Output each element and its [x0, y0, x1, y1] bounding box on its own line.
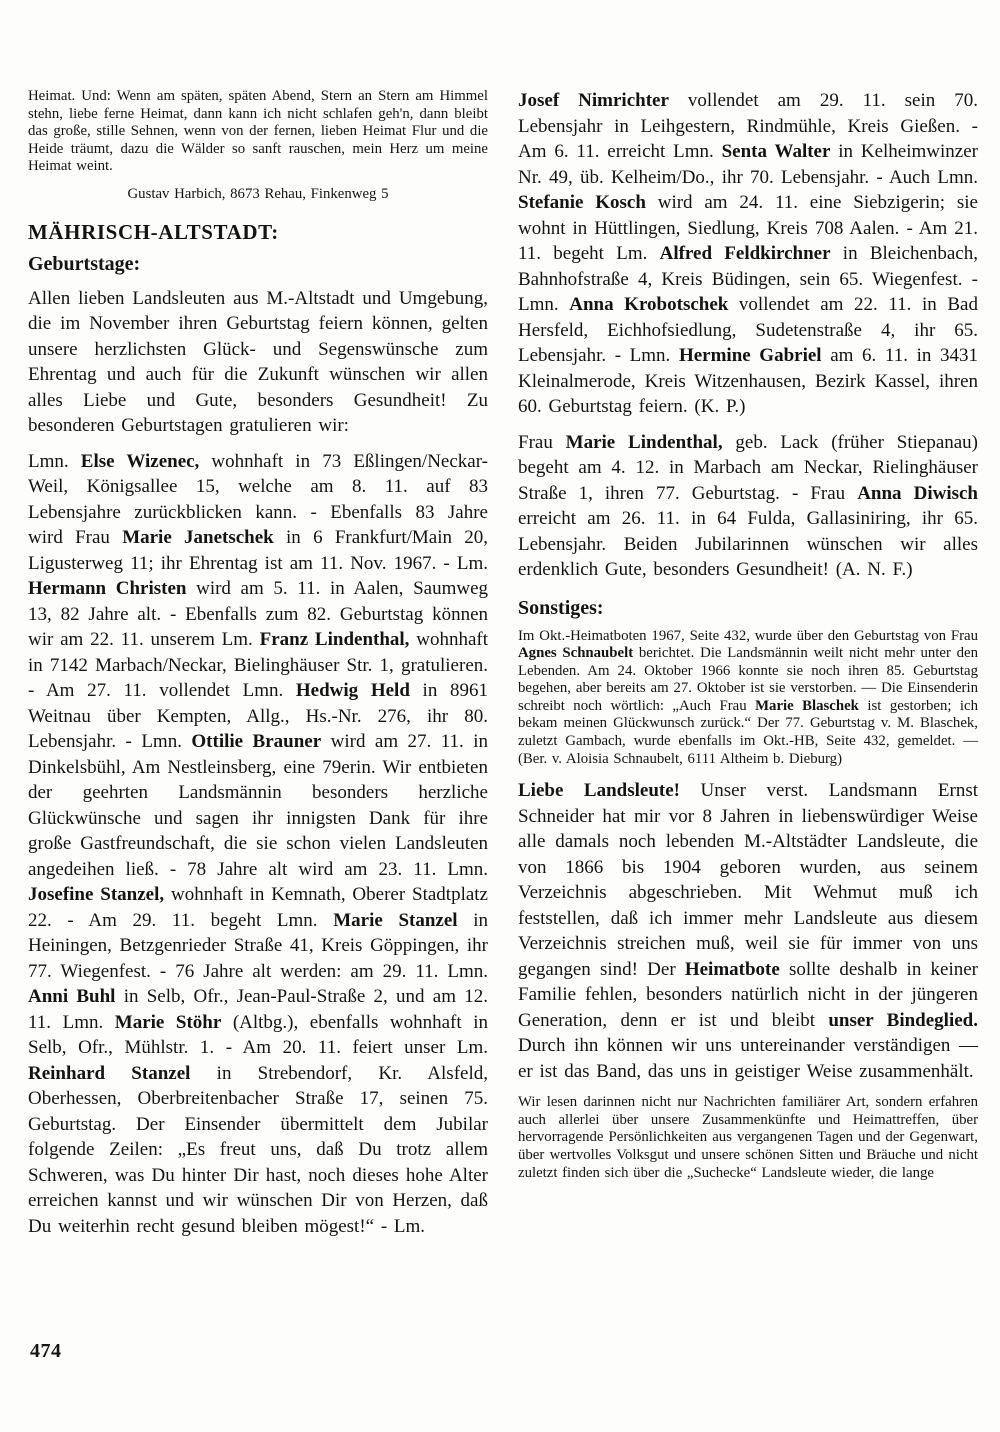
poem-signature: Gustav Harbich, 8673 Rehau, Finkenweg 5: [127, 185, 389, 202]
text-run: Heimat. Und: Wenn am späten, späten Abend, Stern an Stern am Himmel stehn, liebe ferne Heimat, dann kann ich nicht schlafen geh'n, dann bleibt das große, stille Sehnen, wenn von der fernen, lieben Heimat Flur und die Heide träumt, dazu die Wälder so sanft rauschen, mein Herz um meine Heimat weint.: [28, 88, 488, 175]
letter-paragraph: [518, 778, 978, 1084]
birthday-list-paragraph-2: [518, 88, 978, 420]
highlighted-name: Hermann Christen: [28, 578, 187, 600]
highlighted-name: Marie Stöhr: [114, 1011, 222, 1033]
text-run: Allen lieben Landsleuten aus M.-Altstadt und Umgebung, die im November ihren Geburtstag feiern können, gelten unsere herzlichsten Glück- und Segenswünsche zum Ehrentag und auch für die Zukunft wünschen wir allen alles Liebe und Gute, besonders Gesundheit! Zu besonderen Geburtstagen gratulieren wir:: [28, 287, 488, 437]
highlighted-name: Else Wizenec,: [80, 450, 200, 472]
subheading-sonstiges: Sonstiges:: [518, 596, 604, 619]
letter-continuation-paragraph: [518, 1094, 978, 1182]
section-heading-maehrisch-altstadt: MÄHRISCH-ALTSTADT:: [28, 219, 279, 244]
text-run: vollendet am 29. 11. sein 70. Lebensjahr in Leihgestern, Rindmühle, Kreis Gießen. - Am 6. 11. erreicht Lmn.: [518, 90, 978, 162]
highlighted-name: Anna Krobotschek: [569, 294, 729, 315]
text-run: am 6. 11. in 3431 Kleinalmerode, Kreis Witzenhausen, Bezirk Kassel, ihren 60. Geburtstag feiern. (K. P.): [518, 345, 978, 417]
highlighted-name: Agnes Schnaubelt: [518, 645, 634, 662]
text-run: in Heiningen, Betzgenrieder Straße 41, Kreis Göppingen, ihr 77. Wiegenfest. - 76 Jahre alt werden: am 29. 11. Lmn.: [28, 909, 488, 982]
text-run: wohnhaft in Kemnath, Oberer Stadtplatz 22. - Am 29. 11. begeht Lmn.: [28, 884, 488, 931]
text-run: in Selb, Ofr., Jean-Paul-Straße 2, und am 12. 11. Lmn.: [28, 986, 488, 1033]
page-number: 474: [30, 1340, 62, 1362]
text-run: wohnhaft in 73 Eßlingen/Neckar-Weil, Königsallee 15, welche am 8. 11. auf 83 Lebensjahre zurückblicken kann. - Ebenfalls 83 Jahre wird Frau: [28, 450, 489, 549]
obituary-note-paragraph: [518, 628, 978, 769]
highlighted-name: Senta Walter: [721, 141, 831, 162]
text-run: Frau: [518, 431, 566, 453]
highlighted-name: Josefine Stanzel,: [28, 884, 165, 906]
poem-continuation: [28, 88, 488, 176]
text-run: wohnhaft in 7142 Marbach/Neckar, Bielinghäuser Str. 1, gratulieren. - Am 27. 11. vollendet Lmn.: [28, 629, 488, 702]
text-run: in 8961 Weitnau über Kempten, Allg., Hs.-Nr. 276, ihr 80. Lebensjahr. - Lmn.: [28, 680, 488, 753]
highlighted-name: Reinhard Stanzel: [28, 1062, 191, 1084]
text-run: ist gestorben; ich bekam meinen Glückwunsch zurück.“ Der 77. Geburtstag v. M. Blaschek, zuletzt Gambach, wurde ebenfalls im Okt.-HB, Seite 432, gemeldet. — (Ber. v. Aloisia Schnaubelt, 6111 Altheim b. Dieburg): [518, 697, 978, 767]
left-column: [28, 88, 488, 1249]
text-run: wird am 5. 11. in Aalen, Saumweg 13, 82 Jahre alt. - Ebenfalls zum 82. Geburtstag können wir am 22. 11. unserem Lm.: [28, 578, 488, 651]
text-run: vollendet am 22. 11. in Bad Hersfeld, Eichhofsiedlung, Sudetenstraße 4, ihr 65. Lebensjahr. - Lmn.: [518, 294, 978, 366]
text-run: Unser verst. Landsmann Ernst Schneider hat mir vor 8 Jahren in liebenswürdiger Weise alle damals noch lebenden M.-Altstädter Landsleute, die von 1866 bis 1904 geboren wurden, aus seinem Verzeichnis abgeschrieben. Mit Wehmut muß ich feststellen, daß ich immer mehr Landsleute aus diesem Verzeichnis streichen muß, weil sie für immer von uns gegangen sind! Der: [518, 780, 978, 980]
highlighted-name: Anna Diwisch: [857, 482, 979, 504]
highlighted-name: Anni Buhl: [28, 986, 116, 1008]
text-run: wird am 24. 11. eine Siebzigerin; sie wohnt in Hüttlingen, Siedlung, Kreis 708 Aalen. - Am 21. 11. begeht Lm.: [518, 192, 978, 264]
text-run: wird am 27. 11. in Dinkelsbühl, Am Nestleinsberg, eine 79erin. Wir entbieten der geehrten Landsmännin besonders herzliche Glückwünsche und sagen ihr innigsten Dank für ihre große Gastfreundschaft, die sie schon vielen Landsleuten angedeihen ließ. - 78 Jahre alt wird am 23. 11. Lmn.: [28, 731, 488, 880]
text-run: geb. Lack (früher Stiepanau) begeht am 4. 12. in Marbach am Neckar, Rielinghäuser Straße 1, ihren 77. Geburtstag. - Frau: [518, 431, 979, 504]
highlighted-name: Ottilie Brauner: [191, 731, 322, 753]
highlighted-name: Alfred Feldkirchner: [659, 243, 831, 264]
birthday-list-paragraph-3: [518, 430, 978, 583]
highlighted-name: Marie Lindenthal,: [565, 431, 723, 453]
text-run: in Strebendorf, Kr. Alsfeld, Oberhessen, Oberbreitenbacher Straße 17, seinen 75. Geburtstag. Der Einsender übermittelt dem Jubilar folgende Zeilen: „Es freut uns, daß Du trotz allem Schweren, was Du hinter Dir hast, noch dieses hohe Alter erreichen kannst und wir wünschen Dir von Herzen, daß Du weiterhin recht gesund bleiben mögest!“ - Lm.: [28, 1062, 488, 1237]
birthday-list-paragraph: [28, 449, 488, 1240]
highlighted-name: Liebe Landsleute!: [518, 780, 680, 802]
right-column: [518, 88, 978, 1249]
subheading-geburtstage: Geburtstage:: [28, 252, 141, 275]
highlighted-name: unser Bindeglied.: [828, 1009, 978, 1031]
text-run: erreicht am 26. 11. in 64 Fulda, Gallasiniring, ihr 65. Lebensjahr. Beiden Jubilarinnen wünschen wir alles erdenklich Gute, besonders Gesundheit! (A. N. F.): [518, 508, 978, 580]
text-run: (Altbg.), ebenfalls wohnhaft in Selb, Ofr., Mühlstr. 1. - Am 20. 11. feiert unser Lm.: [28, 1011, 488, 1059]
text-run: Wir lesen darinnen nicht nur Nachrichten familiärer Art, sondern erfahren auch allerlei über unsere Zusammenkünfte und Heimattreffen, über hervorragende Persönlichkeiten aus vergangenen Tagen und der Gegenwart, über wertvolles Volksgut und unsere schönen Sitten und Bräuche und nicht zuletzt finden sich über die „Suchecke“ Landsleute wieder, die lange: [518, 1094, 978, 1181]
highlighted-name: Hermine Gabriel: [678, 345, 822, 366]
highlighted-name: Franz Lindenthal,: [259, 629, 410, 651]
highlighted-name: Marie Blaschek: [755, 697, 859, 714]
text-run: Lmn.: [28, 450, 81, 472]
highlighted-name: Josef Nimrichter: [518, 90, 669, 111]
highlighted-name: Heimatbote: [684, 958, 780, 980]
highlighted-name: Stefanie Kosch: [518, 192, 646, 213]
text-run: Durch ihn können wir uns untereinander verständigen — er ist das Band, das uns in geistiger Weise zusammenhält.: [518, 1035, 978, 1082]
highlighted-name: Marie Janetschek: [122, 527, 274, 549]
highlighted-name: Hedwig Held: [295, 680, 410, 702]
birthday-intro-paragraph: [28, 286, 488, 439]
text-run: Im Okt.-Heimatboten 1967, Seite 432, wurde über den Geburtstag von Frau: [518, 627, 978, 644]
text-run: in Bleichenbach, Bahnhofstraße 4, Kreis Büdingen, sein 65. Wiegenfest. - Lmn.: [518, 243, 978, 315]
text-run: sollte deshalb in keiner Familie fehlen, besonders natürlich nicht in der jüngeren Generation, denn er ist und bleibt: [518, 958, 978, 1031]
text-run: berichtet. Die Landsmännin weilt nicht mehr unter den Lebenden. Am 24. Oktober 1966 konnte sie noch ihren 85. Geburtstag begehen, aber bereits am 27. Oktober ist sie verstorben. — Die Einsenderin schreibt noch wörtlich: „Auch Frau: [518, 645, 979, 714]
text-run: in Kelheimwinzer Nr. 49, üb. Kelheim/Do., ihr 70. Lebensjahr. - Auch Lmn.: [518, 141, 978, 188]
highlighted-name: Marie Stanzel: [333, 909, 458, 931]
text-run: in 6 Frankfurt/Main 20, Ligusterweg 11; ihr Ehrentag ist am 11. Nov. 1967. - Lm.: [28, 527, 488, 574]
